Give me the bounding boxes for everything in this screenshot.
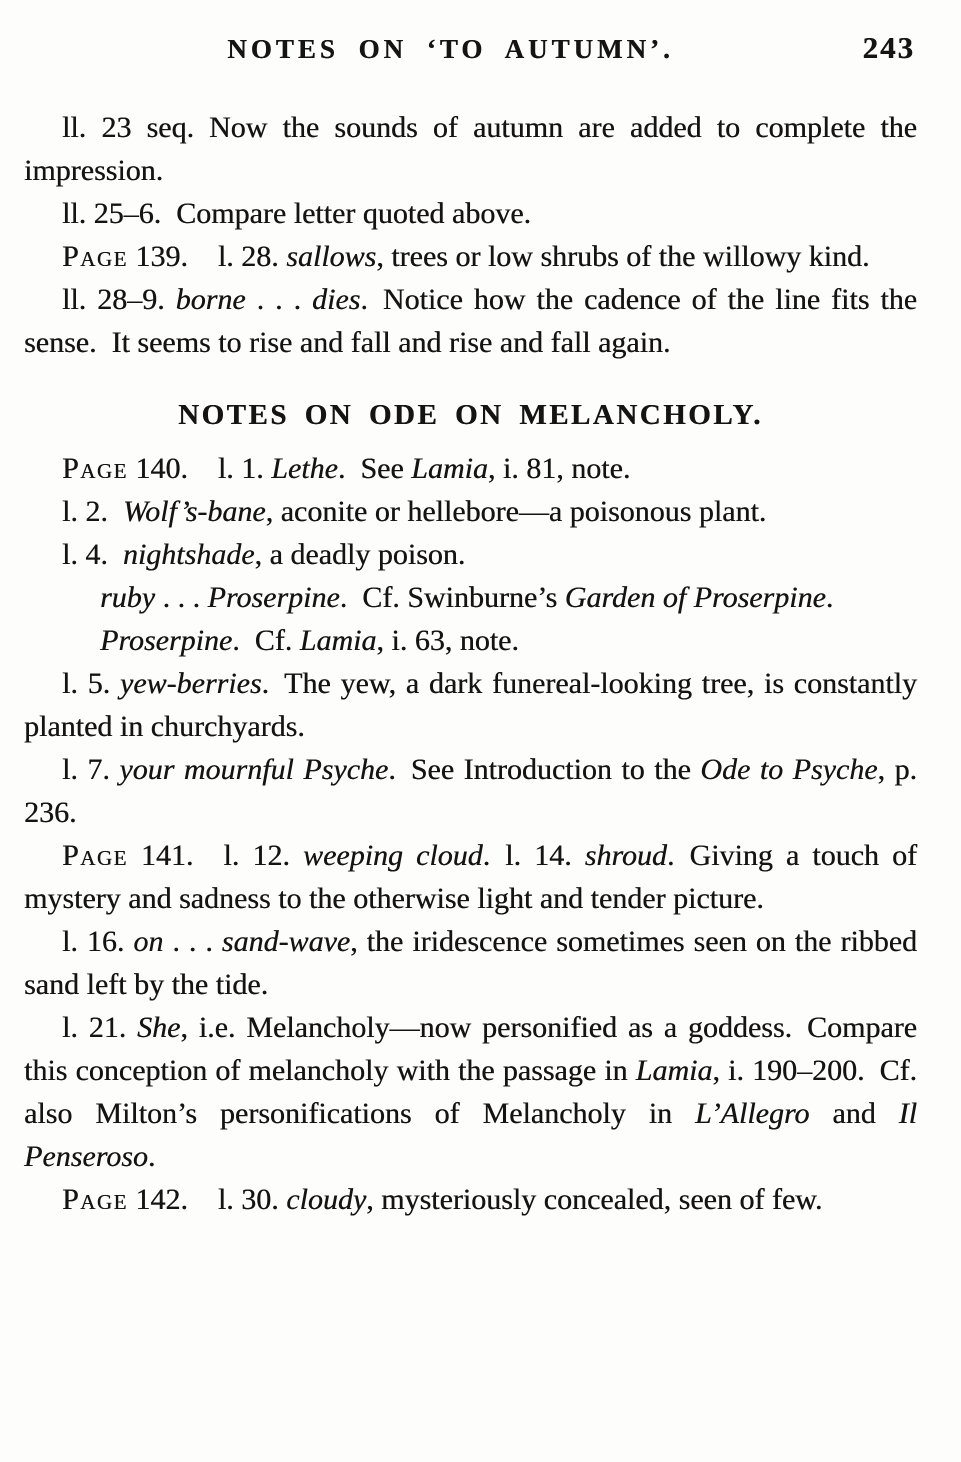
smallcaps-text: Page — [62, 240, 128, 273]
italic-text: borne — [175, 283, 246, 316]
page-body — [24, 106, 917, 1221]
text-run: . l. 14. — [482, 839, 585, 872]
text-run: 141. l. 12. — [127, 839, 303, 872]
paragraph — [24, 619, 917, 662]
text-run: l. 4. — [62, 538, 123, 571]
italic-text: Proserpine — [207, 581, 340, 614]
text-run: ll. 23 seq. Now the sounds of autumn are added to complete the impression. — [24, 111, 917, 187]
text-run: . . . — [163, 925, 222, 958]
paragraph — [24, 1178, 917, 1221]
text-run: l. 2. — [62, 495, 123, 528]
paragraph — [24, 235, 917, 278]
paragraph — [24, 447, 917, 490]
italic-text: Garden of Proserpine — [564, 581, 826, 614]
text-run: . The yew, a dark funereal-looking tree, is constantly planted in churchyards. — [24, 667, 917, 743]
italic-text: cloudy — [286, 1183, 367, 1216]
italic-text: She — [137, 1011, 181, 1044]
text-run: , a deadly poison. — [254, 538, 466, 571]
running-title: NOTES ON ‘TO AUTUMN’. — [227, 34, 674, 64]
text-run: , p. 236. — [24, 753, 917, 829]
text-run: l. 16. — [62, 925, 134, 958]
italic-text: Lethe — [271, 452, 338, 485]
text-run: . Cf. Swinburne’s — [339, 581, 565, 614]
paragraph — [24, 533, 917, 576]
text-run: , trees or low shrubs of the willowy kind. — [376, 240, 870, 273]
text-run: . . . — [155, 581, 208, 614]
paragraph — [24, 748, 917, 834]
text-run: , i. 190–200. Cf. also Milton’s personifications of Melancholy in — [24, 1054, 917, 1130]
text-run: . See Introduction to the — [388, 753, 701, 786]
paragraph — [24, 106, 917, 192]
smallcaps-text: Page — [62, 1183, 128, 1216]
text-run: ll. 25–6. Compare letter quoted above. — [62, 197, 532, 230]
text-run: and — [809, 1097, 899, 1130]
text-run: . Notice how the cadence of the line fits the sense. It seems to rise and fall and rise and fall again. — [24, 283, 918, 359]
text-run: . Giving a touch of mystery and sadness to the otherwise light and tender picture. — [24, 839, 917, 915]
italic-text: nightshade — [122, 538, 255, 571]
italic-text: weeping cloud — [302, 839, 483, 872]
text-run: . — [825, 581, 834, 614]
italic-text: on — [133, 925, 164, 958]
paragraph — [24, 1006, 917, 1178]
section-heading — [24, 394, 917, 437]
text-run: ll. 28–9. — [62, 283, 176, 316]
italic-text: sand-wave — [221, 925, 351, 958]
paragraph — [24, 278, 917, 364]
text-run: , aconite or hellebore—a poisonous plant. — [265, 495, 767, 528]
text-run: , i.e. Melancholy—now personified as a goddess. Compare this conception of melancholy with the passage in — [24, 1011, 917, 1087]
italic-text: Lamia — [299, 624, 377, 657]
italic-text: L’Allegro — [695, 1097, 810, 1130]
italic-text: sallows — [286, 240, 377, 273]
italic-text: Wolf’s-bane — [122, 495, 266, 528]
paragraph — [24, 490, 917, 533]
text-run: l. 7. — [62, 753, 120, 786]
page-number: 243 — [862, 30, 915, 65]
text-run: 140. l. 1. — [127, 452, 272, 485]
italic-text: dies — [311, 283, 361, 316]
text-run: l. 5. — [62, 667, 120, 700]
text-run: l. 21. — [62, 1011, 138, 1044]
italic-text: your mournful Psyche — [119, 753, 389, 786]
italic-text: Il Penseroso — [24, 1097, 917, 1173]
italic-text: Proserpine — [100, 624, 233, 657]
paragraph — [24, 576, 917, 619]
page-header — [24, 30, 917, 74]
text-run: . Cf. — [232, 624, 300, 657]
text-run: 139. l. 28. — [127, 240, 287, 273]
italic-text: yew-berries — [119, 667, 262, 700]
paragraph — [24, 662, 917, 748]
text-run: , i. 81, note. — [487, 452, 631, 485]
smallcaps-text: Page — [62, 839, 128, 872]
italic-text: Lamia — [635, 1054, 713, 1087]
italic-text: shroud — [584, 839, 667, 872]
italic-text: ruby — [100, 581, 155, 614]
paragraph — [24, 834, 917, 920]
text-run: . See — [337, 452, 412, 485]
text-run: , the iridescence sometimes seen on the ribbed sand left by the tide. — [24, 925, 918, 1001]
text-run: . . . — [245, 283, 312, 316]
paragraph — [24, 192, 917, 235]
italic-text: Lamia — [411, 452, 488, 485]
text-run: , mysteriously concealed, seen of few. — [366, 1183, 823, 1216]
smallcaps-text: Page — [62, 452, 128, 485]
text-run: NOTES ON ODE ON MELANCHOLY. — [178, 399, 763, 431]
text-run: 142. l. 30. — [127, 1183, 287, 1216]
paragraph — [24, 920, 917, 1006]
text-run: , i. 63, note. — [376, 624, 519, 657]
text-run: . — [147, 1140, 156, 1173]
italic-text: Ode to Psyche — [700, 753, 878, 786]
